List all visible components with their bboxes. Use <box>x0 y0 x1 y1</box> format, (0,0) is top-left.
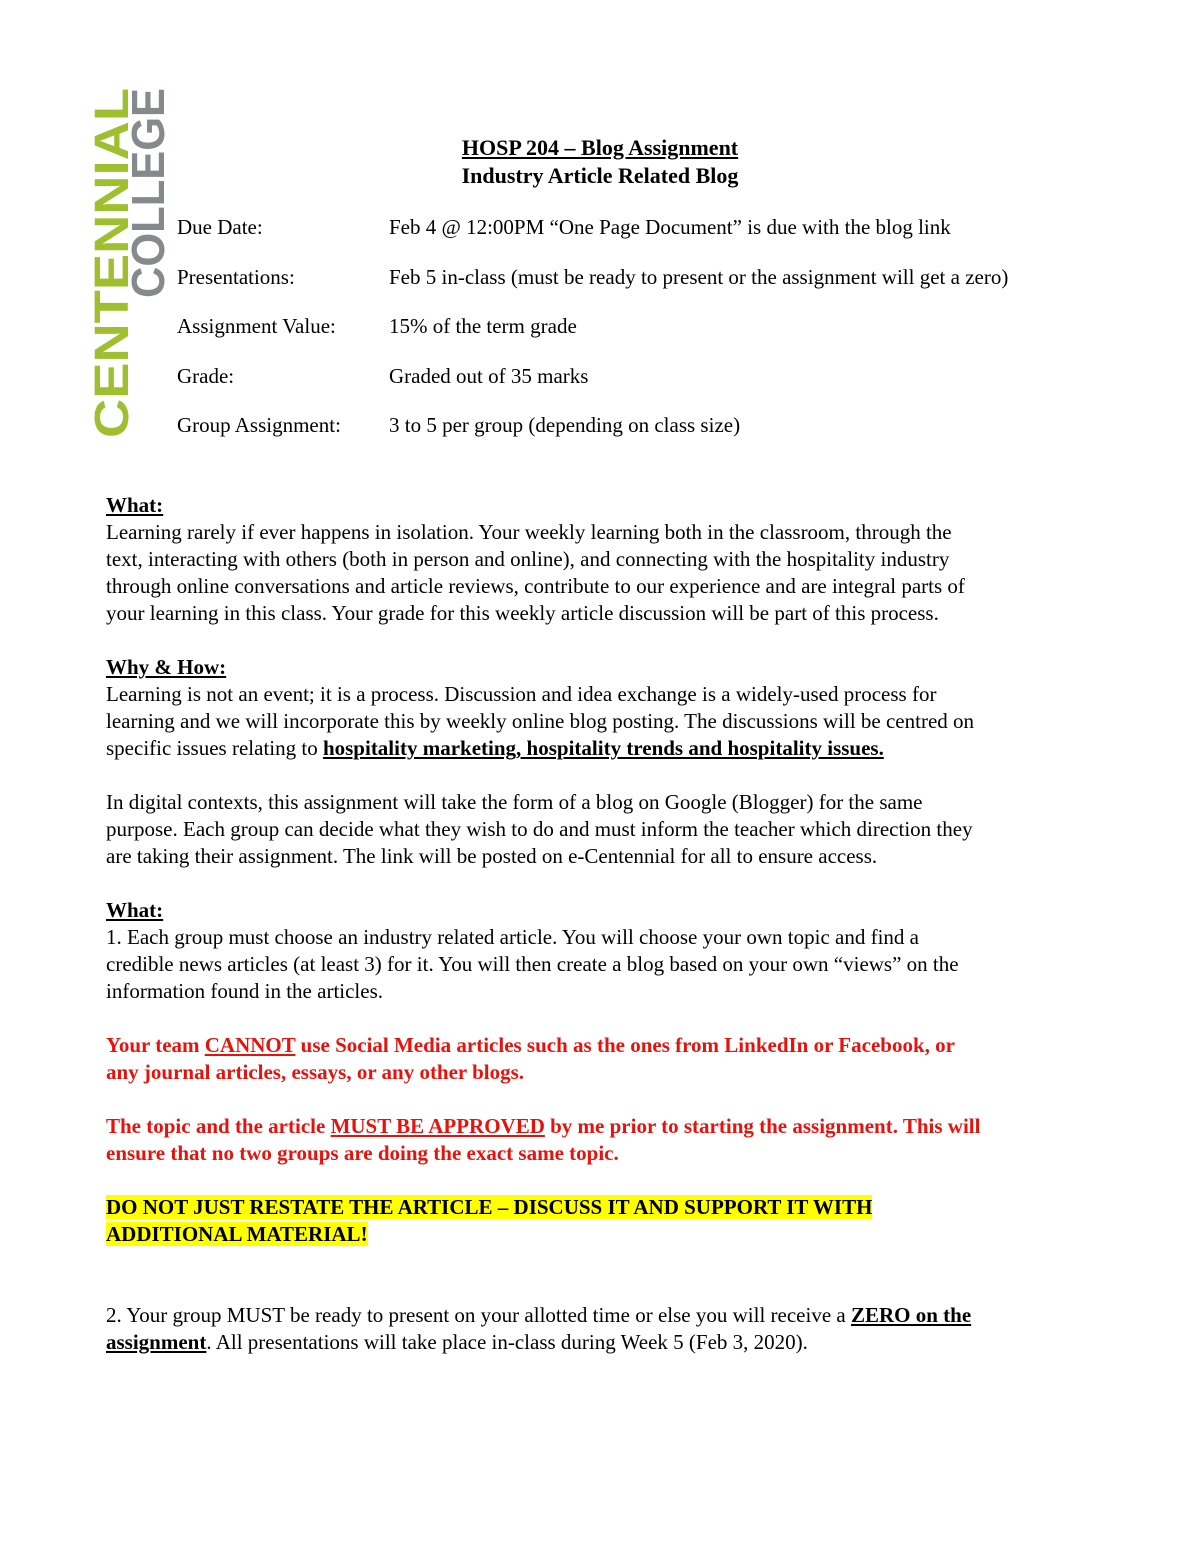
text-run: The topic and the article <box>106 1114 331 1138</box>
paragraph-line: 1. Each group must choose an industry related article. You will choose your own topic and find a <box>106 925 919 949</box>
detail-value: Graded out of 35 marks <box>389 363 589 388</box>
detail-row-group-assignment <box>177 412 1077 462</box>
emphasis: MUST BE APPROVED <box>330 1114 545 1138</box>
detail-value: Feb 4 @ 12:00PM “One Page Document” is due with the blog link <box>389 215 951 239</box>
section-heading: Why & How: <box>106 655 227 679</box>
paragraph-line <box>106 1302 1096 1329</box>
warning-line <box>106 1032 1096 1059</box>
paragraph-line <box>106 735 1096 762</box>
logo-graphic <box>28 75 174 446</box>
text-run: by me prior to starting the assignment. This will <box>544 1114 981 1138</box>
emphasis: assignment <box>106 1330 207 1354</box>
warning-line: ensure that no two groups are doing the exact same topic. <box>106 1141 619 1165</box>
text-run: 2. Your group MUST be ready to present on your allotted time or else you will receive a <box>106 1303 851 1327</box>
emphasized-topics: hospitality marketing, hospitality trends and hospitality issues. <box>322 736 884 760</box>
what-requirements-section <box>106 897 1096 1356</box>
paragraph-line: text, interacting with others (both in person and online), and connecting with the hospitality industry <box>106 547 950 571</box>
warning-line: any journal articles, essays, or any other blogs. <box>106 1060 525 1084</box>
highlight-text: ADDITIONAL MATERIAL! <box>106 1222 368 1246</box>
detail-row-grade <box>177 363 1077 413</box>
highlight-text: DO NOT JUST RESTATE THE ARTICLE – DISCUSS IT AND SUPPORT IT WITH <box>106 1195 873 1219</box>
detail-value: 3 to 5 per group (depending on class size) <box>389 413 741 437</box>
assignment-title: HOSP 204 – Blog Assignment <box>461 135 739 160</box>
paragraph-line: purpose. Each group can decide what they wish to do and must inform the teacher which direction they <box>106 817 973 841</box>
assignment-details <box>177 214 1077 462</box>
emphasis: CANNOT <box>204 1033 296 1057</box>
document-body <box>106 492 1096 1356</box>
assignment-subtitle: Industry Article Related Blog <box>461 163 739 188</box>
paragraph-line: Learning rarely if ever happens in isolation. Your weekly learning both in the classroom, through the <box>106 520 952 544</box>
centennial-college-logo <box>28 75 174 446</box>
text-run: use Social Media articles such as the ones from LinkedIn or Facebook, or <box>295 1033 955 1057</box>
detail-row-assignment-value <box>177 313 1077 363</box>
section-heading: What: <box>106 898 164 922</box>
paragraph-line <box>106 1329 1096 1356</box>
section-heading: What: <box>106 493 164 517</box>
detail-label: Grade: <box>177 363 235 388</box>
highlighted-line <box>106 1221 1096 1248</box>
paragraph-line: are taking their assignment. The link will be posted on e-Centennial for all to ensure access. <box>106 844 878 868</box>
detail-value: 15% of the term grade <box>389 314 577 338</box>
detail-label: Assignment Value: <box>177 314 336 338</box>
paragraph-line: information found in the articles. <box>106 979 384 1003</box>
logo-college-text: COLLEGE <box>122 75 174 298</box>
why-how-section <box>106 654 1096 870</box>
detail-label: Due Date: <box>177 215 263 239</box>
document-title <box>300 134 900 190</box>
paragraph-line: credible news articles (at least 3) for it. You will then create a blog based on your own “views” on the <box>106 952 959 976</box>
detail-label: Presentations: <box>177 264 295 289</box>
paragraph-line: In digital contexts, this assignment will take the form of a blog on Google (Blogger) for the same <box>106 790 923 814</box>
emphasis: ZERO on the <box>850 1303 972 1327</box>
text-run: specific issues relating to <box>106 736 323 760</box>
detail-row-due-date <box>177 214 1077 264</box>
detail-value: Feb 5 in-class (must be ready to present or the assignment will get a zero) <box>389 264 1009 289</box>
logo-centennial-text: CENTENNIAL <box>86 128 139 438</box>
paragraph-line: Learning is not an event; it is a process. Discussion and idea exchange is a widely-used process for <box>106 682 937 706</box>
what-section <box>106 492 1096 627</box>
text-run: . All presentations will take place in-class during Week 5 (Feb 3, 2020). <box>206 1330 808 1354</box>
paragraph-line: your learning in this class. Your grade for this weekly article discussion will be part of this process. <box>106 601 939 625</box>
warning-line <box>106 1113 1096 1140</box>
text-run: Your team <box>106 1033 205 1057</box>
detail-label: Group Assignment: <box>177 413 341 437</box>
paragraph-line: through online conversations and article reviews, contribute to our experience and are integral parts of <box>106 574 965 598</box>
paragraph-line: learning and we will incorporate this by weekly online blog posting. The discussions will be centred on <box>106 709 975 733</box>
detail-row-presentations <box>177 264 1077 314</box>
highlighted-line <box>106 1194 1096 1221</box>
